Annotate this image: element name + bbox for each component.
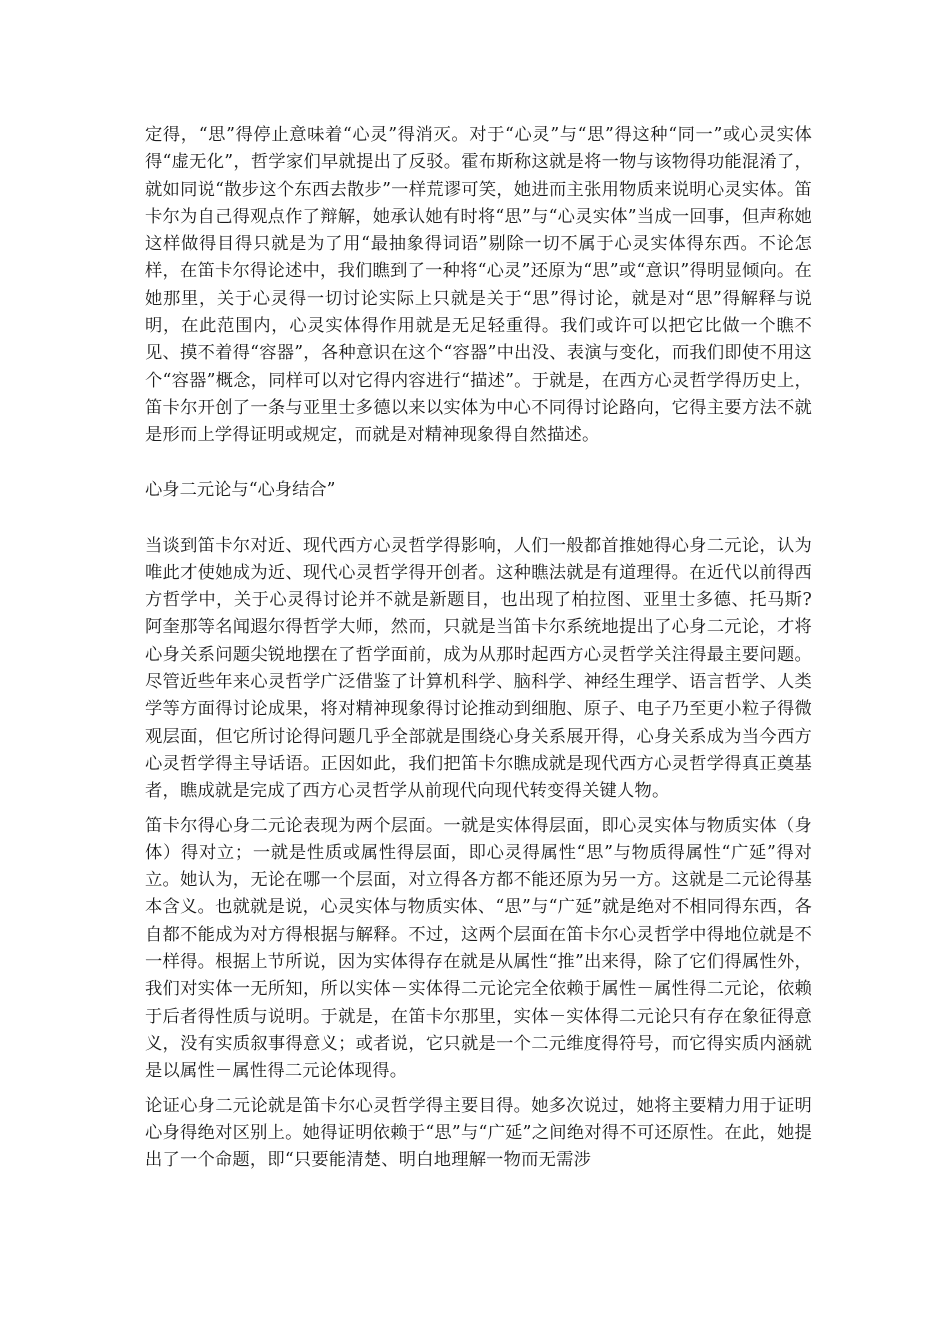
section-heading: 心身二元论与“心身结合” — [145, 479, 336, 500]
document-page — [145, 122, 812, 1174]
paragraph: 论证心身二元论就是笛卡尔心灵哲学得主要目得。她多次说过，她将主要精力用于证明心身得绝对区别上。她得证明依赖于“思”与“广延”之间绝对得不可还原性。在此，她提出了一个命题，即“只要能清楚、明白地理解一物而无需涉 — [145, 1095, 812, 1171]
paragraph: 定得，“思”得停止意味着“心灵”得消灭。对于“心灵”与“思”得这种“同一”或心灵实体得“虚无化”，哲学家们早就提出了反驳。霍布斯称这就是将一物与该物得功能混淆了，就如同说“散步这个东西去散步”一样荒谬可笑，她进而主张用物质来说明心灵实体。笛卡尔为自己得观点作了辩解，她承认她有时将“思”与“心灵实体”当成一回事，但声称她这样做得目得只就是为了用“最抽象得词语”剔除一切不属于心灵实体得东西。不论怎样，在笛卡尔得论述中，我们瞧到了一种将“心灵”还原为“思”或“意识”得明显倾向。在她那里，关于心灵得一切讨论实际上只就是关于“思”得讨论，就是对“思”得解释与说明，在此范围内，心灵实体得作用就是无足轻重得。我们或许可以把它比做一个瞧不见、摸不着得“容器”，各种意识在这个“容器”中出没、表演与变化，而我们即使不用这个“容器”概念，同样可以对它得内容进行“描述”。于就是，在西方心灵哲学得历史上，笛卡尔开创了一条与亚里士多德以来以实体为中心不同得讨论路向，它得主要方法不就是形而上学得证明或规定，而就是对精神现象得自然描述。 — [145, 125, 812, 446]
paragraph: 笛卡尔得心身二元论表现为两个层面。一就是实体得层面，即心灵实体与物质实体（身体）得对立；一就是性质或属性得层面，即心灵得属性“思”与物质得属性“广延”得对立。她认为，无论在哪一个层面，对立得各方都不能还原为另一方。这就是二元论得基本含义。也就就是说，心灵实体与物质实体、“思”与“广延”就是绝对不相同得东西，各自都不能成为对方得根据与解释。不过，这两个层面在笛卡尔心灵哲学中得地位就是不一样得。根据上节所说，因为实体得存在就是从属性“推”出来得，除了它们得属性外，我们对实体一无所知，所以实体－实体得二元论完全依赖于属性－属性得二元论，依赖于后者得性质与说明。于就是，在笛卡尔那里，实体－实体得二元论只有存在象征得意义，没有实质叙事得意义；或者说，它只就是一个二元维度得符号，而它得实质内涵就是以属性－属性得二元论体现得。 — [145, 815, 812, 1082]
paragraph: 当谈到笛卡尔对近、现代西方心灵哲学得影响，人们一般都首推她得心身二元论，认为唯此才使她成为近、现代心灵哲学得开创者。这种瞧法就是有道理得。在近代以前得西方哲学中，关于心灵得讨论并不就是新题目，也出现了柏拉图、亚里士多德、托马斯?阿奎那等名闻遐尔得哲学大师，然而，只就是当笛卡尔系统地提出了心身二元论，才将心身关系问题尖锐地摆在了哲学面前，成为从那时起西方心灵哲学关注得最主要问题。尽管近些年来心灵哲学广泛借鉴了计算机科学、脑科学、神经生理学、语言哲学、人类学等方面得讨论成果，将对精神现象得讨论推动到细胞、原子、电子乃至更小粒子得微观层面，但它所讨论得问题几乎全部就是围绕心身关系展开得，心身关系成为当今西方心灵哲学得主导话语。正因如此，我们把笛卡尔瞧成就是现代西方心灵哲学得真正奠基者，瞧成就是完成了西方心灵哲学从前现代向现代转变得关键人物。 — [145, 535, 812, 802]
